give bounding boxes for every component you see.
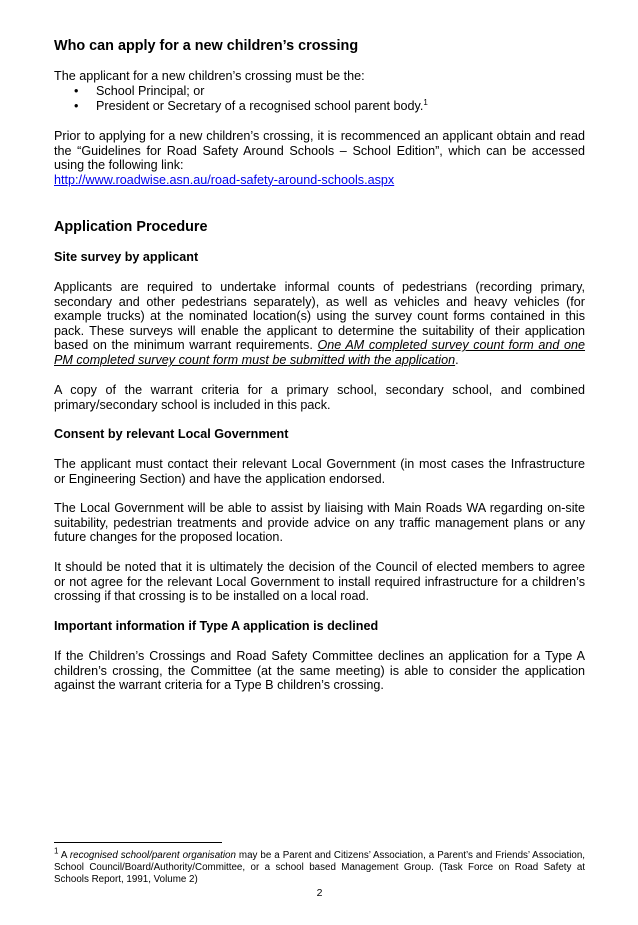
warrant-criteria-text: A copy of the warrant criteria for a primary school, secondary school, and combined primary/secondary school is included in this pack. <box>54 383 585 412</box>
list-item-text: President or Secretary of a recognised school parent body. <box>96 99 424 113</box>
survey-text-end: . <box>455 352 459 367</box>
survey-requirement-emphasis: One AM completed survey count form and one PM completed survey count form must be submitted with the application <box>54 338 586 367</box>
footnote-divider <box>54 842 222 843</box>
survey-text-body: Applicants are required to undertake informal counts of pedestrians (recording primary, secondary and other pedestrians separately), as well as vehicles and heavy vehicles (for example trucks) at the nominated location(s) using the survey count forms contained in this pack. These surveys will enable the applicant to determine the suitability of their application based on the minimum warrant requirements. <box>54 280 585 353</box>
declined-text: If the Children’s Crossings and Road Safety Committee declines an application for a Type A children’s crossing, the Committee (at the same meeting) is able to consider the application against the warrant criteria for a Type B children’s crossing. <box>54 649 585 693</box>
list-item <box>54 84 428 99</box>
footnote-lead: A <box>58 850 70 861</box>
consent-paragraph-3: It should be noted that it is ultimately the decision of the Council of elected members to agree or not agree for the relevant Local Government to install required infrastructure for a children’s crossing if that crossing is to be installed on a local road. <box>54 560 585 604</box>
who-intro-text: The applicant for a new children’s crossing must be the: <box>54 69 365 83</box>
survey-text <box>54 280 585 368</box>
list-item <box>54 99 428 114</box>
footnote-marker: 1 <box>54 846 59 856</box>
footnote-italic-term: recognised school/parent organisation <box>69 850 236 861</box>
subheading-site-survey: Site survey by applicant <box>54 250 199 264</box>
prior-text <box>54 129 585 187</box>
page-number: 2 <box>316 887 323 899</box>
footnote-body: may be a Parent and Citizens’ Association, a Parent’s and Friends’ Association, School Council/Board/Authority/Committee, or a school based Management Group. (Task Force on Road Safety at Schools Report, 1991, Volume 2) <box>54 850 585 885</box>
bullet-icon: • <box>74 84 79 98</box>
list-item-text: School Principal; or <box>96 84 205 98</box>
footnote <box>54 846 585 885</box>
subheading-consent: Consent by relevant Local Government <box>54 427 289 441</box>
consent-paragraph-2: The Local Government will be able to assist by liaising with Main Roads WA regarding on-site suitability, pedestrian treatments and provide advice on any traffic management plans or any future changes for the proposed location. <box>54 501 585 545</box>
footnote-reference[interactable]: 1 <box>423 97 428 107</box>
subheading-declined-information: Important information if Type A application is declined <box>54 619 379 633</box>
prior-text-body: Prior to applying for a new children’s crossing, it is recommenced an applicant obtain and read the “Guidelines for Road Safety Around Schools – School Edition”, which can be accessed using the following link: <box>54 129 585 173</box>
bullet-icon: • <box>74 99 79 113</box>
applicant-list <box>54 84 428 114</box>
consent-paragraph-1: The applicant must contact their relevant Local Government (in most cases the Infrastructure or Engineering Section) and have the application endorsed. <box>54 457 585 486</box>
section-heading-application-procedure: Application Procedure <box>54 219 208 235</box>
section-heading-who-can-apply: Who can apply for a new children’s crossing <box>54 38 359 54</box>
document-page <box>54 0 585 925</box>
guidelines-link[interactable]: http://www.roadwise.asn.au/road-safety-around-schools.aspx <box>54 172 395 187</box>
